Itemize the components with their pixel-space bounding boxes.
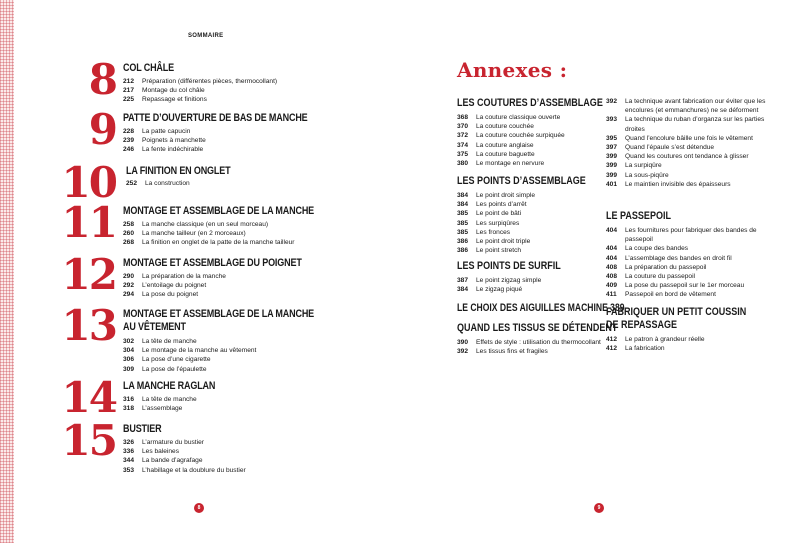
entry-text: La construction (145, 180, 190, 187)
toc-entry (123, 77, 277, 86)
page-ref: 386 (457, 247, 469, 255)
toc-entry (457, 285, 584, 294)
page-ref: 326 (123, 439, 135, 446)
chapter-title: MONTAGE ET ASSEMBLAGE DE LA MANCHE (123, 205, 315, 217)
toc-entry (123, 272, 226, 281)
toc-entry (123, 337, 256, 346)
toc-entry (606, 244, 776, 253)
toc-entry (606, 134, 776, 143)
toc-entry (606, 143, 776, 152)
toc-entry (123, 136, 206, 145)
chapter-title: PATTE D’OUVERTURE DE BAS DE MANCHE (123, 112, 308, 124)
entry-text: Repassage et finitions (142, 96, 207, 104)
entry-text: La pose de l’épaulette (142, 365, 207, 373)
entry-text: La fente indéchirable (142, 146, 204, 154)
entry-text: Quand les coutures ont tendance à glisser (625, 153, 749, 161)
toc-entry (606, 161, 776, 170)
entry-text: La manche tailleur (en 2 morceaux) (142, 230, 246, 238)
chapter-title: BUSTIER (123, 423, 162, 435)
annex-section (457, 260, 584, 294)
page-ref: 268 (123, 239, 135, 247)
chapter-title: MONTAGE ET ASSEMBLAGE DU POIGNET (123, 257, 302, 269)
entry-text: La patte capucin (142, 128, 191, 135)
page-ref: 374 (457, 141, 469, 149)
toc-entry (606, 281, 776, 290)
page-ref: 401 (606, 180, 618, 188)
section-title: FABRIQUER UN PETIT COUSSIN (606, 306, 747, 318)
entry-text: Montage du col châle (142, 87, 205, 95)
page-ref: 412 (606, 336, 618, 343)
toc-entry (123, 355, 256, 364)
page-ref: 252 (126, 180, 138, 187)
page-ref: 408 (606, 273, 618, 281)
page-ref: 404 (606, 245, 618, 253)
toc-entry (606, 115, 776, 133)
toc-entry (457, 200, 614, 209)
section-title: LES POINTS DE SURFIL (457, 260, 561, 272)
toc-entry (606, 97, 776, 115)
toc-entry (606, 226, 776, 244)
toc-entry (123, 365, 256, 374)
page-number-right: 9 (594, 503, 604, 513)
entry-text: La sous-piqûre (625, 171, 669, 179)
running-head: SOMMAIRE (188, 33, 224, 39)
page-ref: 258 (123, 221, 135, 228)
toc-entry (123, 127, 206, 136)
toc-entry (457, 276, 584, 285)
page-ref: 370 (457, 123, 469, 131)
annex-continued-list (606, 97, 776, 189)
page-ref: 375 (457, 150, 469, 158)
toc-entry (123, 395, 197, 404)
page-ref: 336 (123, 448, 135, 456)
entry-text: Le point stretch (476, 247, 522, 255)
page-ref: 385 (457, 219, 469, 227)
toc-entry (606, 335, 776, 344)
entry-text: Les tissus fins et fragiles (476, 348, 548, 356)
entry-text: Quand l’encolure bâille une fois le vêtement (625, 134, 753, 142)
entry-text: La finition en onglet de la patte de la manche tailleur (142, 239, 295, 247)
chapter-title: MONTAGE ET ASSEMBLAGE DE LA MANCHE (123, 308, 315, 320)
page-ref: 344 (123, 457, 135, 465)
page-ref: 385 (457, 228, 469, 236)
section-title: LE PASSEPOIL (606, 210, 671, 222)
entry-text: La technique avant fabrication our éviter que les encolures (et emmanchures) ne se déforment (625, 98, 766, 115)
chapter-number: 10 (61, 158, 116, 207)
toc-entry (606, 152, 776, 161)
chapter-number: 14 (61, 373, 116, 422)
page-ref: 392 (457, 348, 469, 356)
entry-text: La manche classique (en un seul morceau) (142, 221, 269, 228)
annex-section (457, 175, 614, 255)
toc-entry (457, 237, 614, 246)
toc-entry (457, 209, 614, 218)
entry-text: La couture couchée surpiquée (476, 132, 565, 140)
toc-entry (123, 346, 256, 355)
page-ref: 368 (457, 114, 469, 121)
chapter-title: COL CHÂLE (123, 62, 174, 74)
toc-entry (606, 272, 776, 281)
entry-text: L’entoilage du poignet (142, 282, 207, 290)
page-ref: 372 (457, 132, 469, 140)
section-title: LE CHOIX DES AIGUILLES MACHINE 389 (457, 302, 625, 314)
passepoil-section (606, 210, 776, 300)
toc-entry (606, 171, 776, 180)
page-ref: 384 (457, 192, 469, 199)
entry-text: Passepoil en bord de vêtement (625, 291, 716, 299)
entry-text: Effets de style : utilisation du thermocollant (476, 339, 601, 346)
toc-entry (123, 466, 246, 475)
entry-text: La bande d’agrafage (142, 457, 203, 465)
entry-text: Le zigzag piqué (476, 286, 523, 294)
toc-entry (123, 438, 246, 447)
toc-entry (457, 191, 614, 200)
page-ref: 384 (457, 286, 469, 294)
page-ref: 380 (457, 160, 469, 168)
toc-entry (123, 220, 295, 229)
entry-text: La technique du ruban d’organza sur les parties droites (625, 116, 765, 133)
page-ref: 239 (123, 137, 135, 145)
toc-entry (606, 254, 776, 263)
page-ref: 412 (606, 345, 618, 353)
entry-text: La couture anglaise (476, 141, 534, 149)
page-ref: 292 (123, 282, 135, 290)
toc-entry (457, 228, 614, 237)
section-title: LES POINTS D’ASSEMBLAGE (457, 175, 586, 187)
page-ref: 246 (123, 146, 135, 154)
entry-text: La couture baguette (476, 150, 535, 158)
page-ref: 392 (606, 98, 618, 105)
toc-entry (123, 95, 277, 104)
page-ref: 225 (123, 96, 135, 104)
page-ref: 393 (606, 116, 618, 124)
page-ref: 318 (123, 405, 135, 413)
toc-entry (606, 263, 776, 272)
page-ref: 404 (606, 254, 618, 262)
entry-text: Les points d’arrêt (476, 201, 527, 209)
entry-text: Le point zigzag simple (476, 277, 542, 284)
chapter-number: 13 (61, 301, 116, 350)
entry-text: La préparation de la manche (142, 273, 226, 280)
entry-text: Le montage de la manche au vêtement (142, 347, 257, 355)
page-ref: 404 (606, 227, 618, 234)
entry-text: La couture du passepoil (625, 273, 696, 281)
page-ref: 409 (606, 282, 618, 290)
toc-entry (126, 179, 190, 188)
chapter-number: 15 (61, 416, 116, 465)
page-ref: 399 (606, 162, 618, 170)
entry-text: Les fournitures pour fabriquer des bandes de passepoil (625, 227, 757, 244)
page-ref: 411 (606, 291, 617, 299)
page-ref: 397 (606, 144, 618, 152)
page-ref: 260 (123, 230, 135, 238)
toc-entry (123, 447, 246, 456)
toc-entry (123, 290, 226, 299)
toc-entry (123, 456, 246, 465)
toc-entry (457, 219, 614, 228)
page-ref: 294 (123, 291, 135, 299)
entry-text: Le point de bâti (476, 210, 522, 218)
entry-text: Les fronces (476, 228, 511, 236)
page-ref: 353 (123, 466, 135, 474)
page-ref: 228 (123, 128, 135, 135)
page-ref: 306 (123, 356, 135, 364)
entry-text: Quand l’épaule s’est détendue (625, 144, 715, 152)
entry-text: Le patron à grandeur réelle (625, 336, 705, 343)
page-ref: 217 (123, 87, 135, 95)
entry-text: La tête de manche (142, 338, 197, 345)
page-ref: 385 (457, 210, 469, 218)
page-number-left: 8 (194, 503, 204, 513)
toc-entry (457, 246, 614, 255)
entry-text: Le point droit simple (476, 192, 536, 199)
entry-text: Poignets à manchette (142, 137, 206, 145)
entry-text: La couture classique ouverte (476, 114, 561, 121)
page-ref: 304 (123, 347, 135, 355)
page-ref: 390 (457, 339, 469, 346)
section-title: QUAND LES TISSUS SE DÉTENDENT (457, 322, 618, 334)
entry-text: La pose du passepoil sur le 1er morceau (625, 282, 745, 290)
toc-entry (123, 145, 206, 154)
page-ref: 395 (606, 134, 618, 142)
chapter-title: LA MANCHE RAGLAN (123, 380, 216, 392)
entry-text: La coupe des bandes (625, 245, 689, 253)
toc-entry (123, 229, 295, 238)
toc-entry (606, 180, 776, 189)
chapter-title-line2: AU VÊTEMENT (123, 321, 186, 333)
page-ref: 309 (123, 365, 135, 373)
entry-text: Les surpiqûres (476, 219, 520, 227)
page-ref: 290 (123, 273, 135, 280)
entry-text: La surpiqûre (625, 162, 662, 170)
page-ref: 408 (606, 263, 618, 271)
entry-text: Préparation (différentes pièces, thermocollant) (142, 78, 278, 85)
chapter-number: 12 (61, 250, 116, 299)
page-ref: 399 (606, 153, 618, 161)
section-title-line2: DE REPASSAGE (606, 319, 678, 331)
chapter-number: 9 (88, 105, 116, 154)
entry-text: La tête de manche (142, 396, 197, 403)
page-edge-pattern (0, 0, 14, 543)
entry-text: L’armature du bustier (142, 439, 204, 446)
toc-entry (606, 290, 776, 299)
toc-entry (606, 344, 776, 353)
entry-text: La pose du poignet (142, 291, 199, 299)
page-ref: 316 (123, 396, 135, 403)
entry-text: Le montage en nervure (476, 160, 545, 168)
page-ref: 212 (123, 78, 135, 85)
entry-text: La pose d’une cigarette (142, 356, 211, 364)
entry-text: La fabrication (625, 345, 665, 353)
entry-text: Le point droit triple (476, 238, 531, 246)
chapter-number: 8 (88, 55, 116, 104)
annexes-title: Annexes : (457, 58, 568, 82)
entry-text: L’assemblage des bandes en droit fil (625, 254, 732, 262)
section-title: LES COUTURES D’ASSEMBLAGE (457, 97, 603, 109)
entry-text: L’habillage et la doublure du bustier (142, 466, 246, 474)
page-ref: 302 (123, 338, 135, 345)
chapter-number: 11 (61, 198, 116, 247)
coussin-section (606, 306, 777, 353)
page-ref: 399 (606, 171, 618, 179)
chapter-title: LA FINITION EN ONGLET (126, 165, 231, 177)
page-ref: 386 (457, 238, 469, 246)
toc-entry (123, 86, 277, 95)
entry-text: Les baleines (142, 448, 180, 456)
toc-entry (123, 238, 295, 247)
toc-entry (123, 404, 197, 413)
entry-text: Le maintien invisible des épaisseurs (625, 180, 731, 188)
entry-text: L’assemblage (142, 405, 183, 413)
page-ref: 387 (457, 277, 469, 284)
page-ref: 384 (457, 201, 469, 209)
entry-text: La couture couchée (476, 123, 534, 131)
entry-text: La préparation du passepoil (625, 263, 707, 271)
toc-entry (123, 281, 226, 290)
